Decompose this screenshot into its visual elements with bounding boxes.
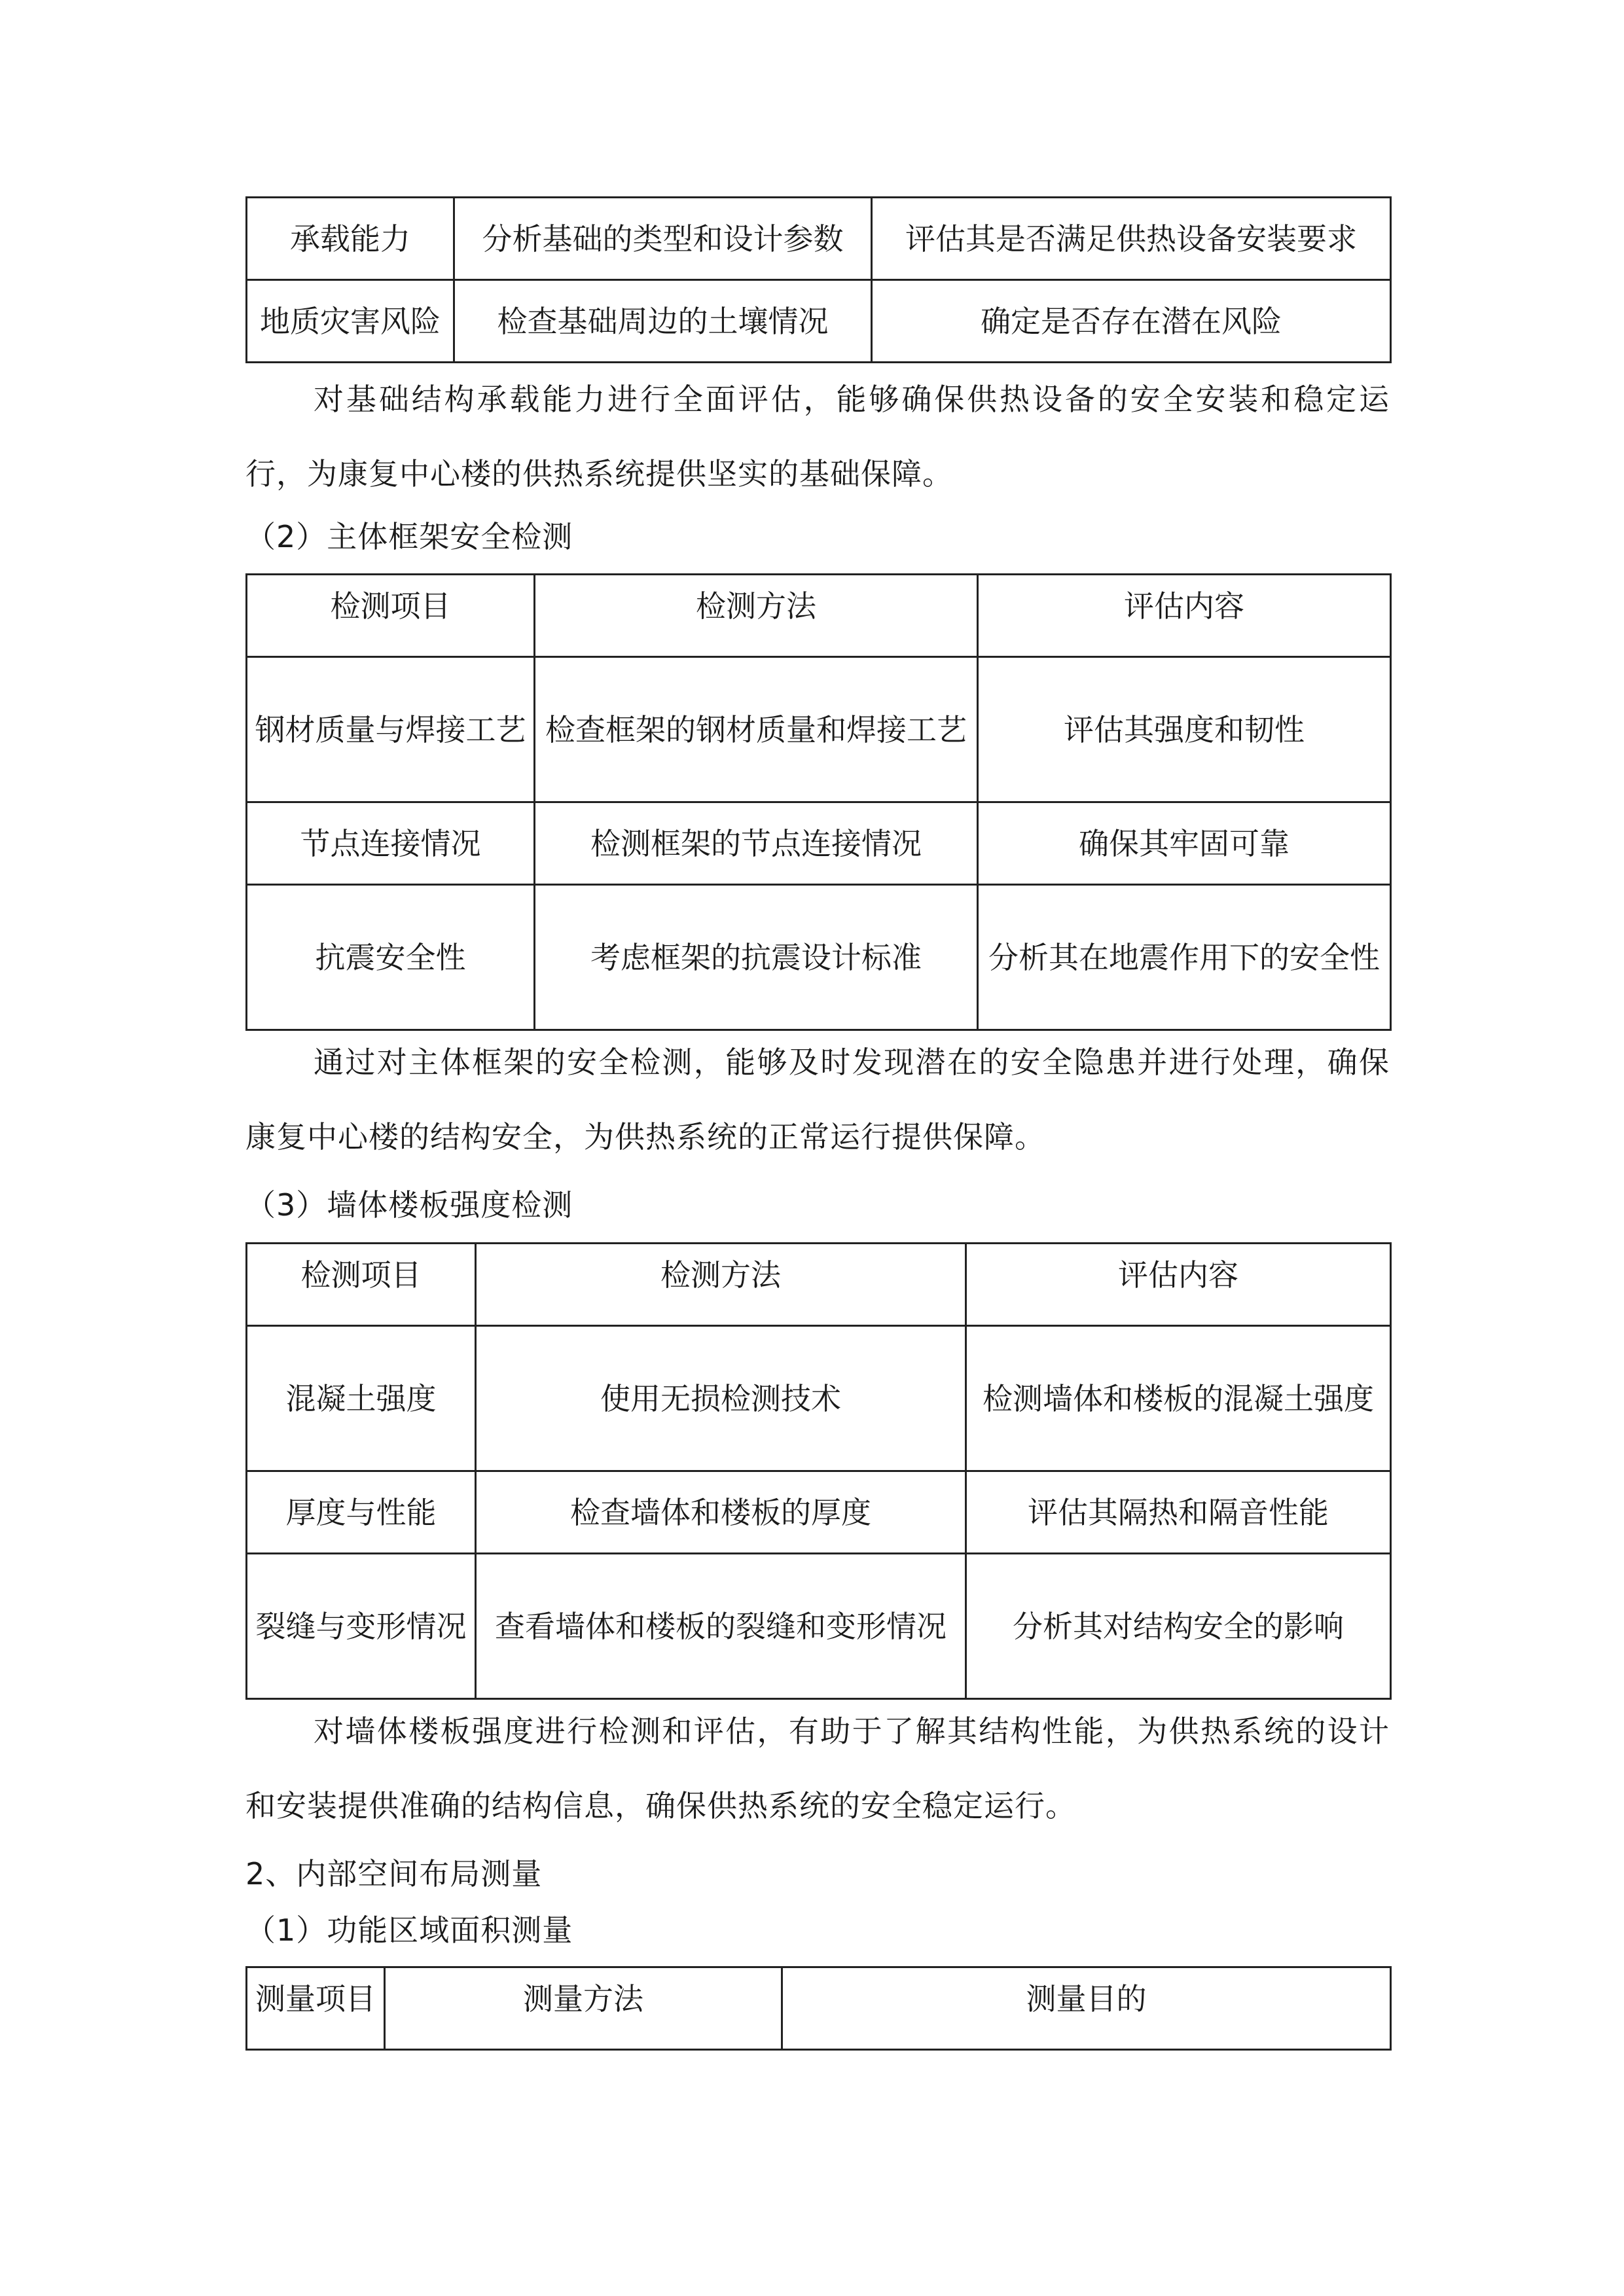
table-cell: 评估其隔热和隔音性能 [966,1471,1391,1554]
area-measurement-table [245,1966,1392,2051]
table-cell: 承载能力 [247,198,454,280]
table-cell: 节点连接情况 [247,802,535,885]
section-title: 2、内部空间布局测量 [245,1856,543,1892]
table-cell: 评估其强度和韧性 [978,657,1391,802]
table-header-cell: 检测方法 [535,575,978,657]
table-header-row [247,1967,1391,2050]
table-row [247,802,1391,885]
table-header-cell: 评估内容 [978,575,1391,657]
table-header-row [247,575,1391,657]
table-cell: 混凝土强度 [247,1326,476,1471]
table-cell: 检测框架的节点连接情况 [535,802,978,885]
table-cell: 查看墙体和楼板的裂缝和变形情况 [476,1554,966,1699]
section-heading: （1）功能区域面积测量 [245,1912,573,1948]
wall-floor-table [245,1242,1392,1700]
table-cell: 厚度与性能 [247,1471,476,1554]
table-cell: 考虑框架的抗震设计标准 [535,885,978,1030]
paragraph: 对墙体楼板强度进行检测和评估，有助于了解其结构性能，为供热系统的设计和安装提供准确的结构信息，确保供热系统的安全稳定运行。 [245,1713,1390,1823]
table-header-cell: 测量方法 [385,1967,782,2050]
table-header-cell: 评估内容 [966,1244,1391,1326]
table-row [247,885,1391,1030]
table-header-cell: 检测方法 [476,1244,966,1326]
frame-safety-table [245,573,1392,1031]
table-cell: 裂缝与变形情况 [247,1554,476,1699]
table-cell: 评估其是否满足供热设备安装要求 [872,198,1391,280]
table-cell: 钢材质量与焊接工艺 [247,657,535,802]
table-cell: 检测墙体和楼板的混凝土强度 [966,1326,1391,1471]
table-row [247,198,1391,280]
table-cell: 检查墙体和楼板的厚度 [476,1471,966,1554]
section-heading: （3）墙体楼板强度检测 [245,1187,573,1223]
table-row [247,1326,1391,1471]
table-header-cell: 检测项目 [247,1244,476,1326]
paragraph: 对基础结构承载能力进行全面评估，能够确保供热设备的安全安装和稳定运行，为康复中心楼的供热系统提供坚实的基础保障。 [245,382,1390,492]
table-cell: 检查基础周边的土壤情况 [454,280,872,363]
table-cell: 抗震安全性 [247,885,535,1030]
table-cell: 分析其对结构安全的影响 [966,1554,1391,1699]
table-cell: 分析其在地震作用下的安全性 [978,885,1391,1030]
table-header-cell: 测量目的 [782,1967,1391,2050]
table-row [247,1554,1391,1699]
table-row [247,280,1391,363]
section-heading: （2）主体框架安全检测 [245,519,573,554]
table-cell: 确定是否存在潜在风险 [872,280,1391,363]
foundation-table [245,196,1392,363]
table-header-cell: 测量项目 [247,1967,385,2050]
table-header-cell: 检测项目 [247,575,535,657]
table-row [247,657,1391,802]
table-row [247,1471,1391,1554]
table-cell: 检查框架的钢材质量和焊接工艺 [535,657,978,802]
table-cell: 使用无损检测技术 [476,1326,966,1471]
table-cell: 确保其牢固可靠 [978,802,1391,885]
table-cell: 地质灾害风险 [247,280,454,363]
table-header-row [247,1244,1391,1326]
table-cell: 分析基础的类型和设计参数 [454,198,872,280]
paragraph: 通过对主体框架的安全检测，能够及时发现潜在的安全隐患并进行处理，确保康复中心楼的结构安全，为供热系统的正常运行提供保障。 [245,1045,1390,1155]
